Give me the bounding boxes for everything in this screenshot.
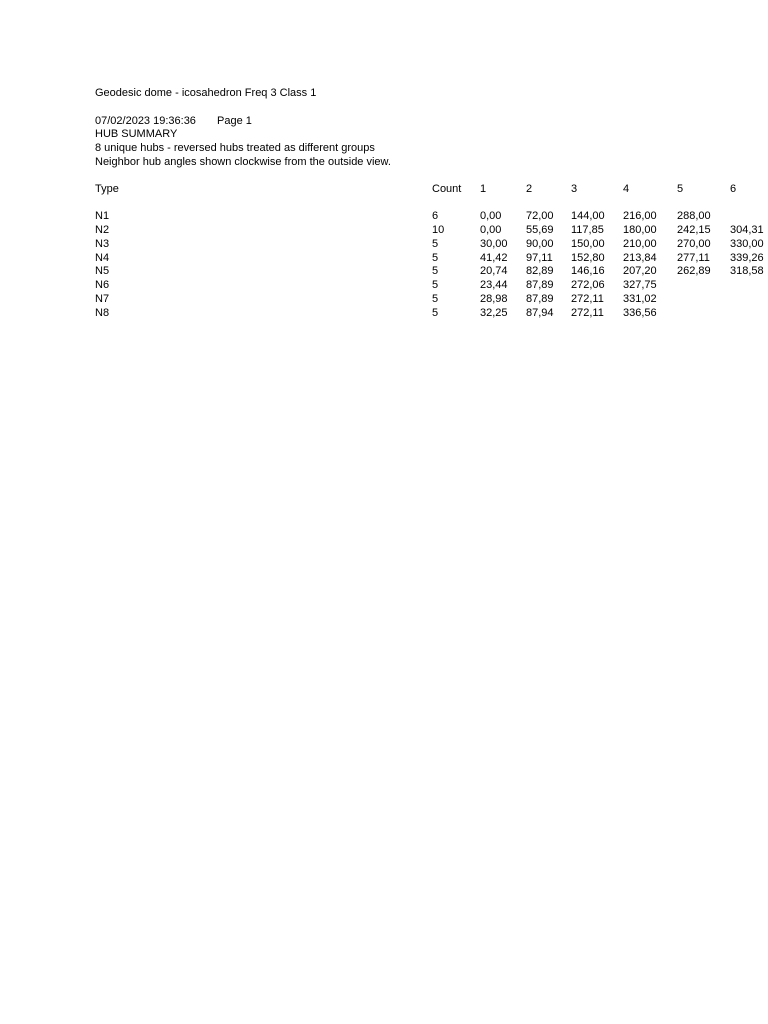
cell-angle-3: 272,06 [571, 279, 605, 291]
cell-angle-1: 23,44 [480, 279, 508, 291]
cell-type: N1 [95, 210, 110, 222]
cell-angle-2: 55,69 [526, 224, 554, 236]
cell-count: 10 [432, 224, 445, 236]
cell-angle-4: 336,56 [623, 307, 657, 319]
cell-angle-4: 180,00 [623, 224, 657, 236]
cell-angle-3: 152,80 [571, 252, 605, 264]
header-angle-3: 3 [571, 183, 578, 195]
cell-angle-6: 339,26 [730, 252, 764, 264]
unique-hubs-note: 8 unique hubs - reversed hubs treated as different groups [95, 142, 375, 154]
cell-angle-1: 41,42 [480, 252, 508, 264]
cell-count: 6 [432, 210, 439, 222]
cell-angle-3: 272,11 [571, 307, 604, 319]
cell-angle-1: 30,00 [480, 238, 508, 250]
cell-angle-2: 90,00 [526, 238, 554, 250]
cell-angle-5: 270,00 [677, 238, 711, 250]
cell-type: N7 [95, 293, 110, 305]
table-row [0, 293, 768, 306]
summary-heading: HUB SUMMARY [95, 128, 178, 140]
cell-type: N2 [95, 224, 110, 236]
cell-angle-2: 87,89 [526, 279, 554, 291]
cell-angle-2: 87,89 [526, 293, 554, 305]
cell-angle-5: 242,15 [677, 224, 711, 236]
cell-angle-4: 331,02 [623, 293, 657, 305]
header-angle-4: 4 [623, 183, 630, 195]
document-title: Geodesic dome - icosahedron Freq 3 Class 1 [95, 87, 317, 99]
table-row [0, 252, 768, 265]
cell-angle-6: 330,00 [730, 238, 764, 250]
page-number: Page 1 [217, 115, 252, 127]
cell-count: 5 [432, 252, 439, 264]
header-angle-5: 5 [677, 183, 684, 195]
cell-angle-4: 213,84 [623, 252, 657, 264]
cell-type: N3 [95, 238, 110, 250]
cell-angle-6: 304,31 [730, 224, 764, 236]
cell-count: 5 [432, 265, 439, 277]
table-row [0, 265, 768, 278]
cell-angle-4: 207,20 [623, 265, 657, 277]
table-row [0, 210, 768, 223]
date-page-line [95, 115, 252, 128]
cell-angle-3: 144,00 [571, 210, 605, 222]
header-count: Count [432, 183, 462, 195]
header-type: Type [95, 183, 119, 195]
cell-count: 5 [432, 307, 439, 319]
cell-count: 5 [432, 238, 439, 250]
cell-angle-1: 0,00 [480, 224, 502, 236]
header-angle-6: 6 [730, 183, 737, 195]
cell-angle-5: 288,00 [677, 210, 711, 222]
cell-angle-1: 28,98 [480, 293, 508, 305]
neighbor-angles-note: Neighbor hub angles shown clockwise from the outside view. [95, 156, 391, 168]
table-row [0, 238, 768, 251]
table-header-row [0, 183, 768, 196]
cell-count: 5 [432, 279, 439, 291]
cell-angle-3: 150,00 [571, 238, 605, 250]
cell-angle-2: 72,00 [526, 210, 554, 222]
cell-angle-1: 0,00 [480, 210, 502, 222]
cell-angle-1: 32,25 [480, 307, 508, 319]
cell-angle-4: 210,00 [623, 238, 657, 250]
cell-count: 5 [432, 293, 439, 305]
cell-angle-1: 20,74 [480, 265, 508, 277]
cell-angle-5: 262,89 [677, 265, 711, 277]
header-angle-1: 1 [480, 183, 487, 195]
cell-angle-4: 216,00 [623, 210, 657, 222]
cell-angle-5: 277,11 [677, 252, 710, 264]
header-angle-2: 2 [526, 183, 533, 195]
cell-type: N6 [95, 279, 110, 291]
cell-angle-3: 272,11 [571, 293, 604, 305]
cell-angle-3: 117,85 [571, 224, 604, 236]
table-row [0, 279, 768, 292]
cell-type: N8 [95, 307, 110, 319]
table-row [0, 307, 768, 320]
cell-angle-4: 327,75 [623, 279, 657, 291]
cell-type: N4 [95, 252, 110, 264]
cell-angle-2: 87,94 [526, 307, 554, 319]
cell-angle-6: 318,58 [730, 265, 764, 277]
report-date: 07/02/2023 19:36:36 [95, 115, 196, 127]
cell-type: N5 [95, 265, 110, 277]
cell-angle-2: 97,11 [526, 252, 553, 264]
cell-angle-3: 146,16 [571, 265, 605, 277]
table-row [0, 224, 768, 237]
cell-angle-2: 82,89 [526, 265, 554, 277]
